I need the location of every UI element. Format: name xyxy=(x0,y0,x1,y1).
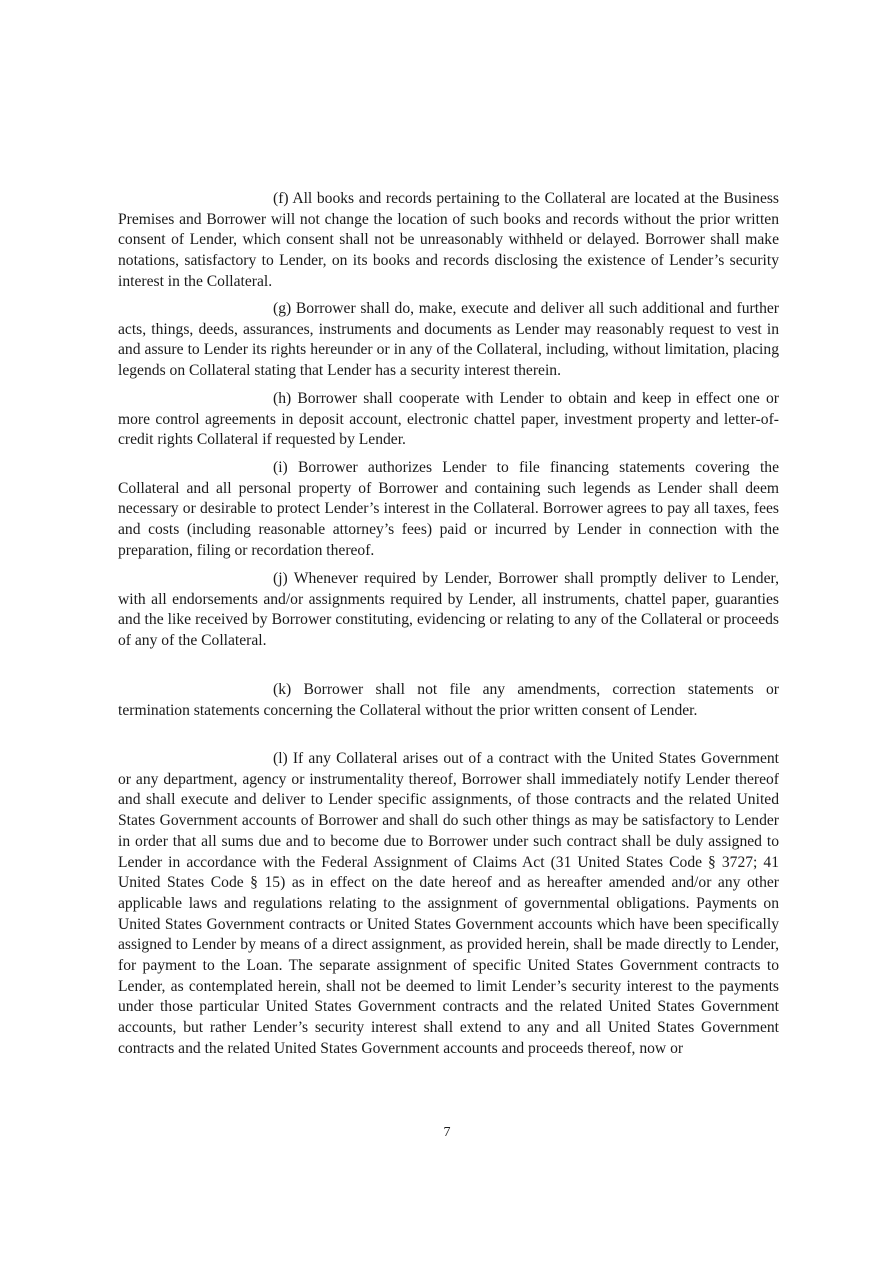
paragraph-l: (l) If any Collateral arises out of a contract with the United States Government or any department, agency or instrumentality thereof, Borrower shall immediately notify Lender thereof and shall execute and deliver to Lender specific assignments, of those contracts and the related United States Government accounts of Borrower and shall do such other things as may be satisfactory to Lender in order that all sums due and to become due to Borrower under such contract shall be duly assigned to Lender in accordance with the Federal Assignment of Claims Act (31 United States Code § 3727; 41 United States Code § 15) as in effect on the date hereof and as hereafter amended and/or any other applicable laws and regulations relating to the assignment of governmental obligations. Payments on United States Government contracts or United States Government accounts which have been specifically assigned to Lender by means of a direct assignment, as provided herein, shall be made directly to Lender, for payment to the Loan. The separate assignment of specific United States Government contracts to Lender, as contemplated herein, shall not be deemed to limit Lender’s security interest to the payments under those particular United States Government contracts and the related United States Government accounts, but rather Lender’s security interest shall extend to any and all United States Government contracts and the related United States Government accounts and proceeds thereof, now or xyxy=(118,750,779,1057)
paragraph-j: (j) Whenever required by Lender, Borrower shall promptly deliver to Lender, with all endorsements and/or assignments required by Lender, all instruments, chattel paper, guaranties and the like received by Borrower constituting, evidencing or relating to any of the Collateral or proceeds of any of the Collateral. xyxy=(118,570,779,650)
paragraph-k: (k) Borrower shall not file any amendments, correction statements or termination statements concerning the Collateral without the prior written consent of Lender. xyxy=(118,681,779,719)
paragraph-i: (i) Borrower authorizes Lender to file financing statements covering the Collateral and all personal property of Borrower and containing such legends as Lender shall deem necessary or desirable to protect Lender’s interest in the Collateral. Borrower agrees to pay all taxes, fees and costs (including reasonable attorney’s fees) paid or incurred by Lender in connection with the preparation, filing or recordation thereof. xyxy=(118,459,779,559)
page-number: 7 xyxy=(443,1125,451,1140)
paragraph-h: (h) Borrower shall cooperate with Lender to obtain and keep in effect one or more control agreements in deposit account, electronic chattel paper, investment property and letter-of-credit rights Collateral if requested by Lender. xyxy=(118,390,779,449)
paragraph-f: (f) All books and records pertaining to the Collateral are located at the Business Premises and Borrower will not change the location of such books and records without the prior written consent of Lender, which consent shall not be unreasonably withheld or delayed. Borrower shall make notations, satisfactory to Lender, on its books and records disclosing the existence of Lender’s security interest in the Collateral. xyxy=(118,190,779,290)
paragraph-g: (g) Borrower shall do, make, execute and deliver all such additional and further acts, things, deeds, assurances, instruments and documents as Lender may reasonably request to vest in and assure to Lender its rights hereunder or in any of the Collateral, including, without limitation, placing legends on Collateral stating that Lender has a security interest therein. xyxy=(118,300,779,380)
